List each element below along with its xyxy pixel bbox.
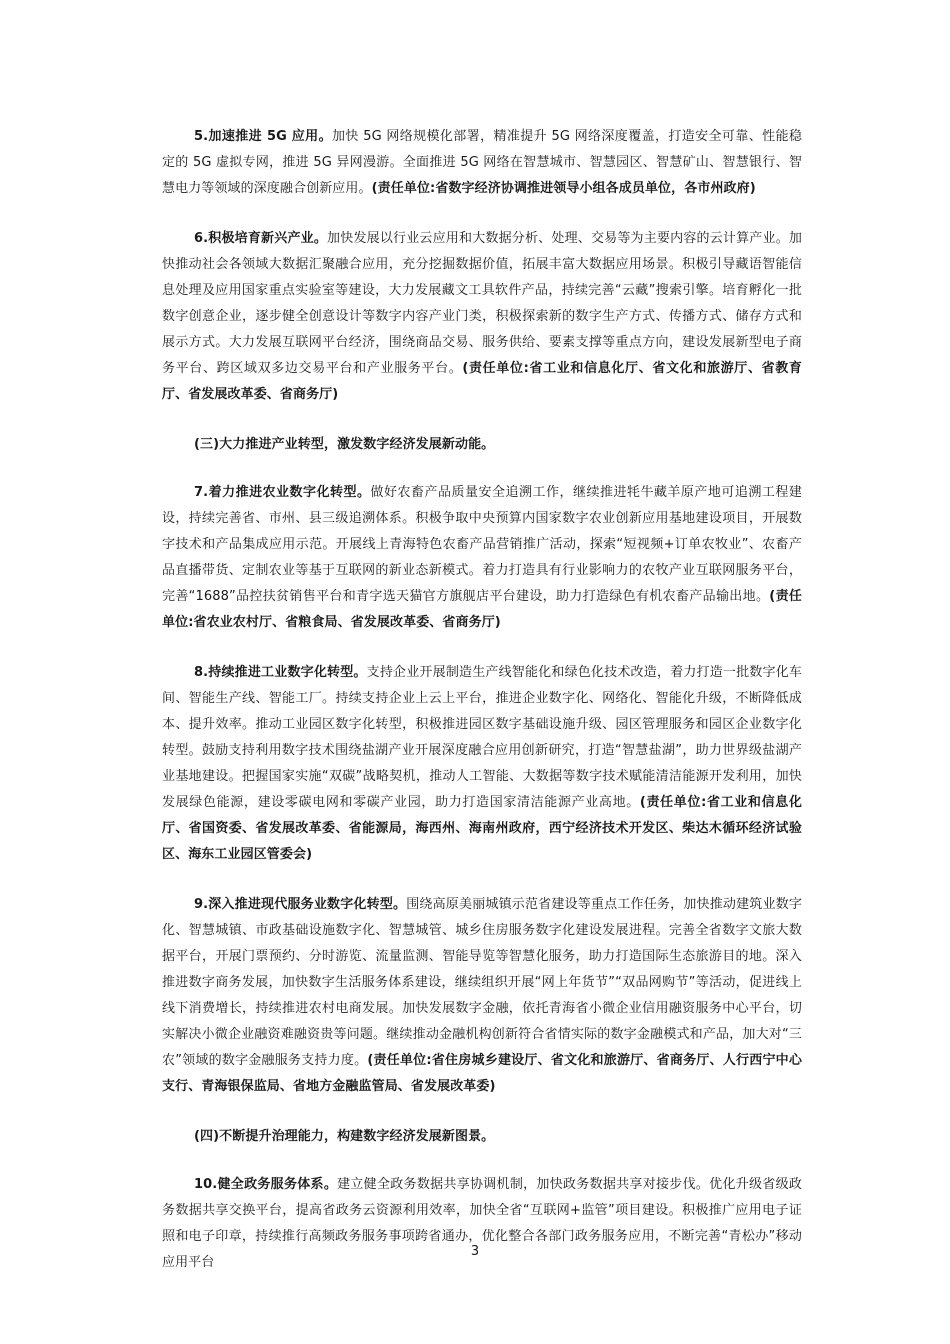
paragraph-text: 加快发展以行业云应用和大数据分析、处理、交易等为主要内容的云计算产业。加快推动社会各领域大数据汇聚融合应用，充分挖掘数据价值，拓展丰富大数据应用场景。积极引导藏语智能信息处理及应用国家重点实验室等建设，大力发展藏文工具软件产品，持续完善“云藏”搜索引擎。培育孵化一批数字创意企业，逐步健全创意设计等数字内容产业门类，积极探索新的数字生产方式、传播方式、储存方式和展示方式。大力发展互联网平台经济，围绕商品交易、服务供给、要素支撑等重点方向，建设发展新型电子商务平台、跨区域双多边交易平台和产业服务平台。: [162, 231, 802, 376]
paragraph-text: 支持企业开展制造生产线智能化和绿色化技术改造，着力打造一批数字化车间、智能生产线、智能工厂。持续支持企业上云上平台，推进企业数字化、网络化、智能化升级，不断降低成本、提升效率。推动工业园区数字化转型，积极推进园区数字基础设施升级、园区管理服务和园区企业数字化转型。鼓励支持利用数字技术围绕盐湖产业开展深度融合应用创新研究，打造“智慧盐湖”，助力世界级盐湖产业基地建设。把握国家实施“双碳”战略契机，推动人工智能、大数据等数字技术赋能清洁能源开发利用，加快发展绿色能源，建设零碳电网和零碳产业园，助力打造国家清洁能源产业高地。: [162, 665, 802, 810]
paragraph-lead: 5.加速推进 5G 应用。: [194, 129, 332, 144]
document-body: [162, 124, 802, 1300]
paragraph-services: [162, 892, 802, 1100]
paragraph-emerging-industries: [162, 226, 802, 408]
paragraph-lead: 9.深入推进现代服务业数字化转型。: [194, 897, 407, 912]
page-number: 3: [470, 1244, 480, 1259]
responsible-units: (责任单位:省工业和信息化厅、省国资委、省发展改革委、省能源局，海西州、海南州政府，西宁经济技术开发区、柴达木循环经济试验区、海东工业园区管委会): [162, 795, 802, 862]
responsible-units: (责任单位:省农业农村厅、省粮食局、省发展改革委、省商务厅): [162, 589, 803, 630]
paragraph-agriculture: [162, 480, 802, 636]
paragraph-5g: [162, 124, 802, 202]
paragraph-lead: 6.积极培育新兴产业。: [194, 231, 328, 246]
responsible-units: (责任单位:省住房城乡建设厅、省文化和旅游厅、省商务厅、人行西宁中心支行、青海银保监局、省地方金融监管局、省发展改革委): [162, 1053, 802, 1094]
paragraph-industry: [162, 660, 802, 868]
section-heading-industry-transformation: (三)大力推进产业转型，激发数字经济发展新动能。: [194, 437, 495, 452]
responsible-units: (责任单位:省数字经济协调推进领导小组各成员单位，各市州政府): [371, 181, 756, 196]
paragraph-text: 加快 5G 网络规模化部署，精准提升 5G 网络深度覆盖，打造安全可靠、性能稳定的 5G 虚拟专网，推进 5G 异网漫游。全面推进 5G 网络在智慧城市、智慧园区、智慧矿山、智慧银行、智慧电力等领域的深度融合创新应用。: [162, 129, 802, 196]
paragraph-government-services: [162, 1172, 802, 1276]
section-heading-governance: (四)不断提升治理能力，构建数字经济发展新图景。: [194, 1129, 495, 1144]
paragraph-lead: 10.健全政务服务体系。: [194, 1177, 338, 1192]
paragraph-text: 做好农畜产品质量安全追溯工作，继续推进牦牛藏羊原产地可追溯工程建设，持续完善省、市州、县三级追溯体系。积极争取中央预算内国家数字农业创新应用基地建设项目，开展数字技术和产品集成应用示范。开展线上青海特色农畜产品营销推广活动，探索“短视频+订单农牧业”、农畜产品直播带货、定制农业等基于互联网的新业态新模式。着力打造具有行业影响力的农牧产业互联网服务平台，完善“1688”品控扶贫销售平台和青字选天猫官方旗舰店平台建设，助力打造绿色有机农畜产品输出地。: [162, 485, 802, 604]
paragraph-lead: 7.着力推进农业数字化转型。: [194, 485, 371, 500]
paragraph-text: 建立健全政务数据共享协调机制，加快政务数据共享对接步伐。优化升级省级政务数据共享交换平台，提高省政务云资源利用效率，加快全省“互联网+监管”项目建设。积极推广应用电子证照和电子印章，持续推行高频政务服务事项跨省通办，优化整合各部门政务服务应用，不断完善“青松办”移动应用平台: [162, 1177, 802, 1270]
responsible-units: (责任单位:省工业和信息化厅、省文化和旅游厅、省教育厅、省发展改革委、省商务厅): [162, 361, 803, 402]
paragraph-lead: 8.持续推进工业数字化转型。: [194, 665, 367, 680]
paragraph-text: 围绕高原美丽城镇示范省建设等重点工作任务，加快推动建筑业数字化、智慧城镇、市政基础设施数字化、智慧城管、城乡住房服务数字化建设发展进程。完善全省数字文旅大数据平台，开展门票预约、分时游览、流量监测、智能导览等智慧化服务，助力打造国际生态旅游目的地。深入推进数字商务发展，加快数字生活服务体系建设，继续组织开展“网上年货节”“双品网购节”等活动，促进线上线下消费增长，持续推进农村电商发展。加快发展数字金融，依托青海省小微企业信用融资服务中心平台，切实解决小微企业融资难融资贵等问题。继续推动金融机构创新符合省情实际的数字金融模式和产品，加大对“三农”领域的数字金融服务支持力度。: [162, 897, 802, 1068]
